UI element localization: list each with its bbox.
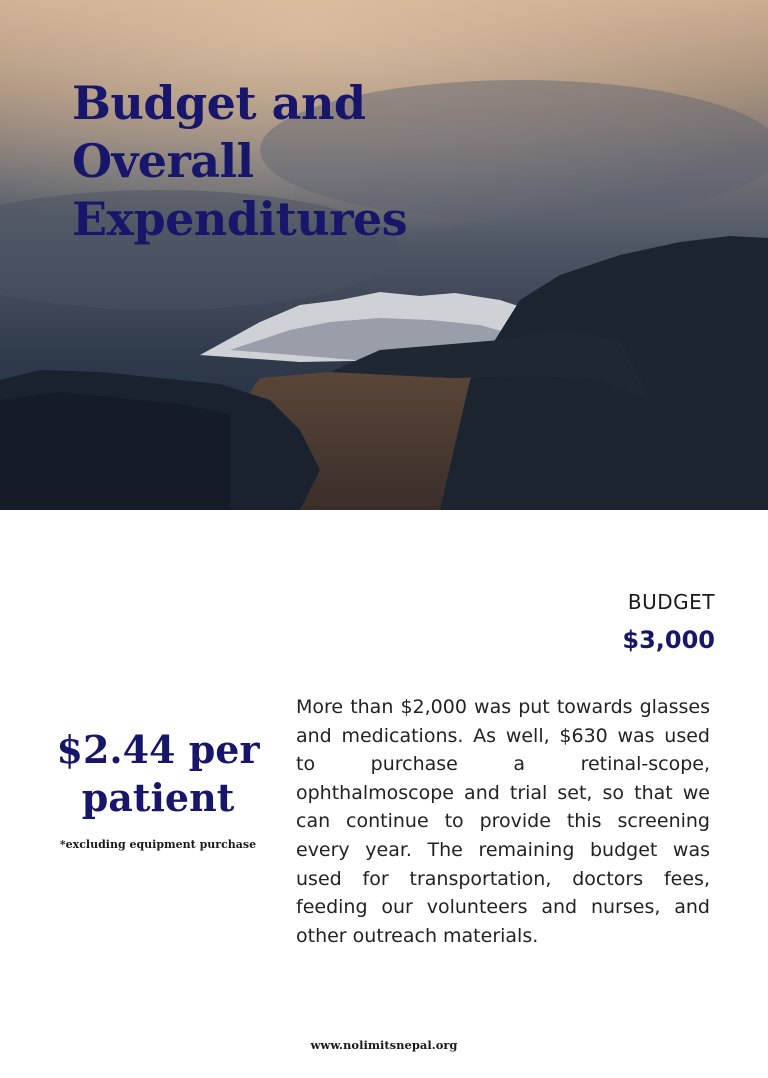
budget-value: $3,000 bbox=[622, 626, 715, 654]
per-patient-line-1: $2.44 per bbox=[56, 727, 260, 772]
footer-website-url: www.nolimitsnepal.org bbox=[310, 1038, 458, 1052]
title-line-1: Budget and bbox=[72, 76, 366, 130]
page-title bbox=[72, 74, 407, 248]
hero-mountain-photo bbox=[0, 0, 768, 510]
budget-label: BUDGET bbox=[627, 590, 715, 614]
expenditure-description: More than $2,000 was put towards glasses and medications. As well, $630 was used to purchase a retinal-scope, ophthalmoscope and trial set, so that we can continue to provide this screening every year. The remaining budget was used for transportation, doctors fees, feeding our volunteers and nurses, and other outreach materials. bbox=[296, 696, 710, 947]
title-line-2: Overall bbox=[72, 134, 254, 188]
per-patient-line-2: patient bbox=[81, 775, 235, 820]
per-patient-cost bbox=[40, 726, 276, 822]
title-line-3: Expenditures bbox=[72, 192, 408, 246]
per-patient-note: *excluding equipment purchase bbox=[59, 838, 257, 851]
